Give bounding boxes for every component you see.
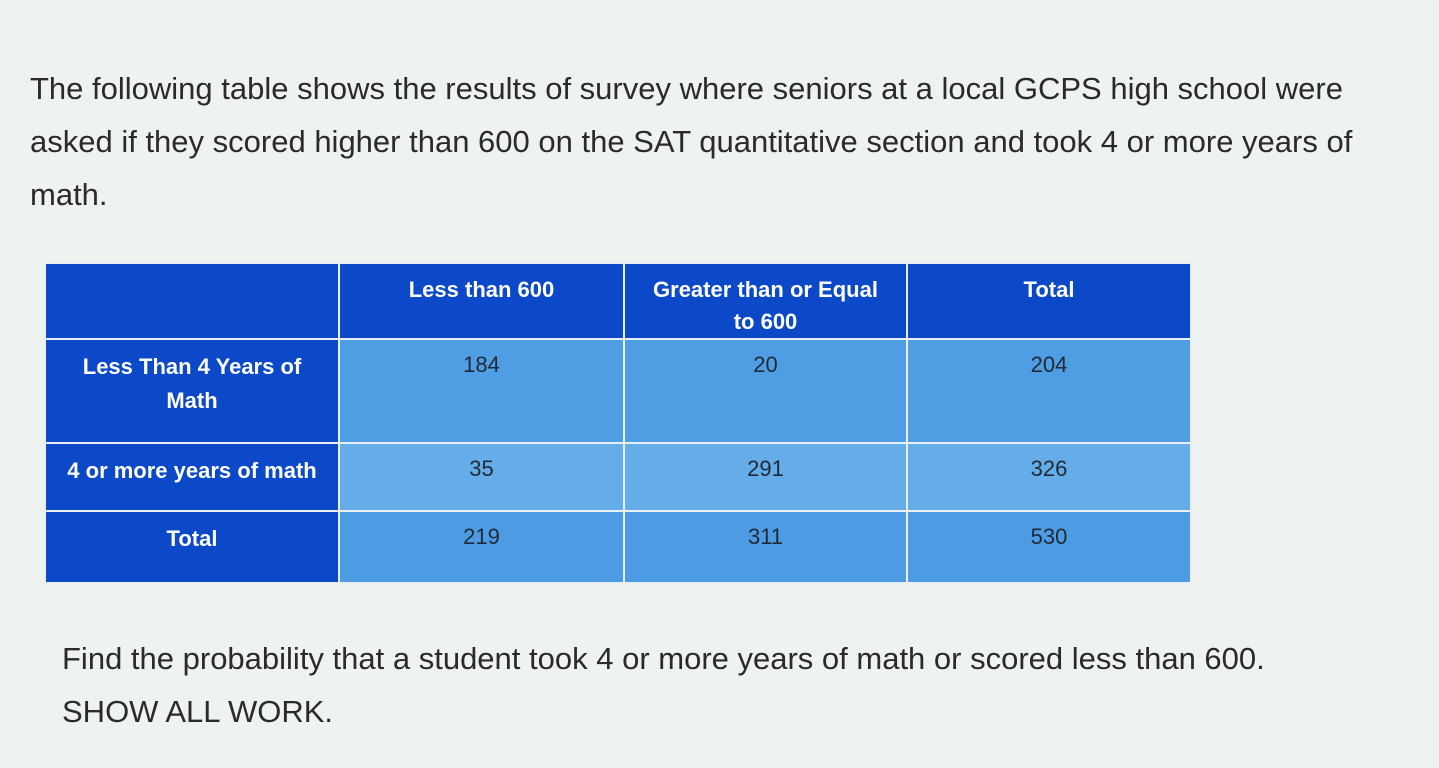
table-cell: 20 [624,339,907,443]
row-label-less-than-4-years: Less Than 4 Years of Math [45,339,339,443]
table-cell: 311 [624,511,907,583]
table-cell: 219 [339,511,624,583]
header-corner-cell [45,263,339,339]
table-header-row [45,263,1191,339]
table-cell: 35 [339,443,624,511]
table-cell: 291 [624,443,907,511]
survey-table [44,262,1192,584]
table-row [45,511,1191,583]
row-label-4-or-more-years: 4 or more years of math [45,443,339,511]
header-less-than-600: Less than 600 [339,263,624,339]
table-row [45,339,1191,443]
table-cell: 530 [907,511,1191,583]
header-total: Total [907,263,1191,339]
survey-table-container [44,262,1190,584]
header-greater-equal-600: Greater than or Equal to 600 [624,263,907,339]
table-row [45,443,1191,511]
table-cell: 326 [907,443,1191,511]
row-label-total: Total [45,511,339,583]
table-cell: 204 [907,339,1191,443]
intro-text: The following table shows the results of survey where seniors at a local GCPS high school were asked if they scored higher than 600 on the SAT quantitative section and took 4 or more years of math. [30,71,1353,212]
table-cell: 184 [339,339,624,443]
question-text: Find the probability that a student took 4 or more years of math or scored less than 600. SHOW ALL WORK. [62,641,1265,729]
